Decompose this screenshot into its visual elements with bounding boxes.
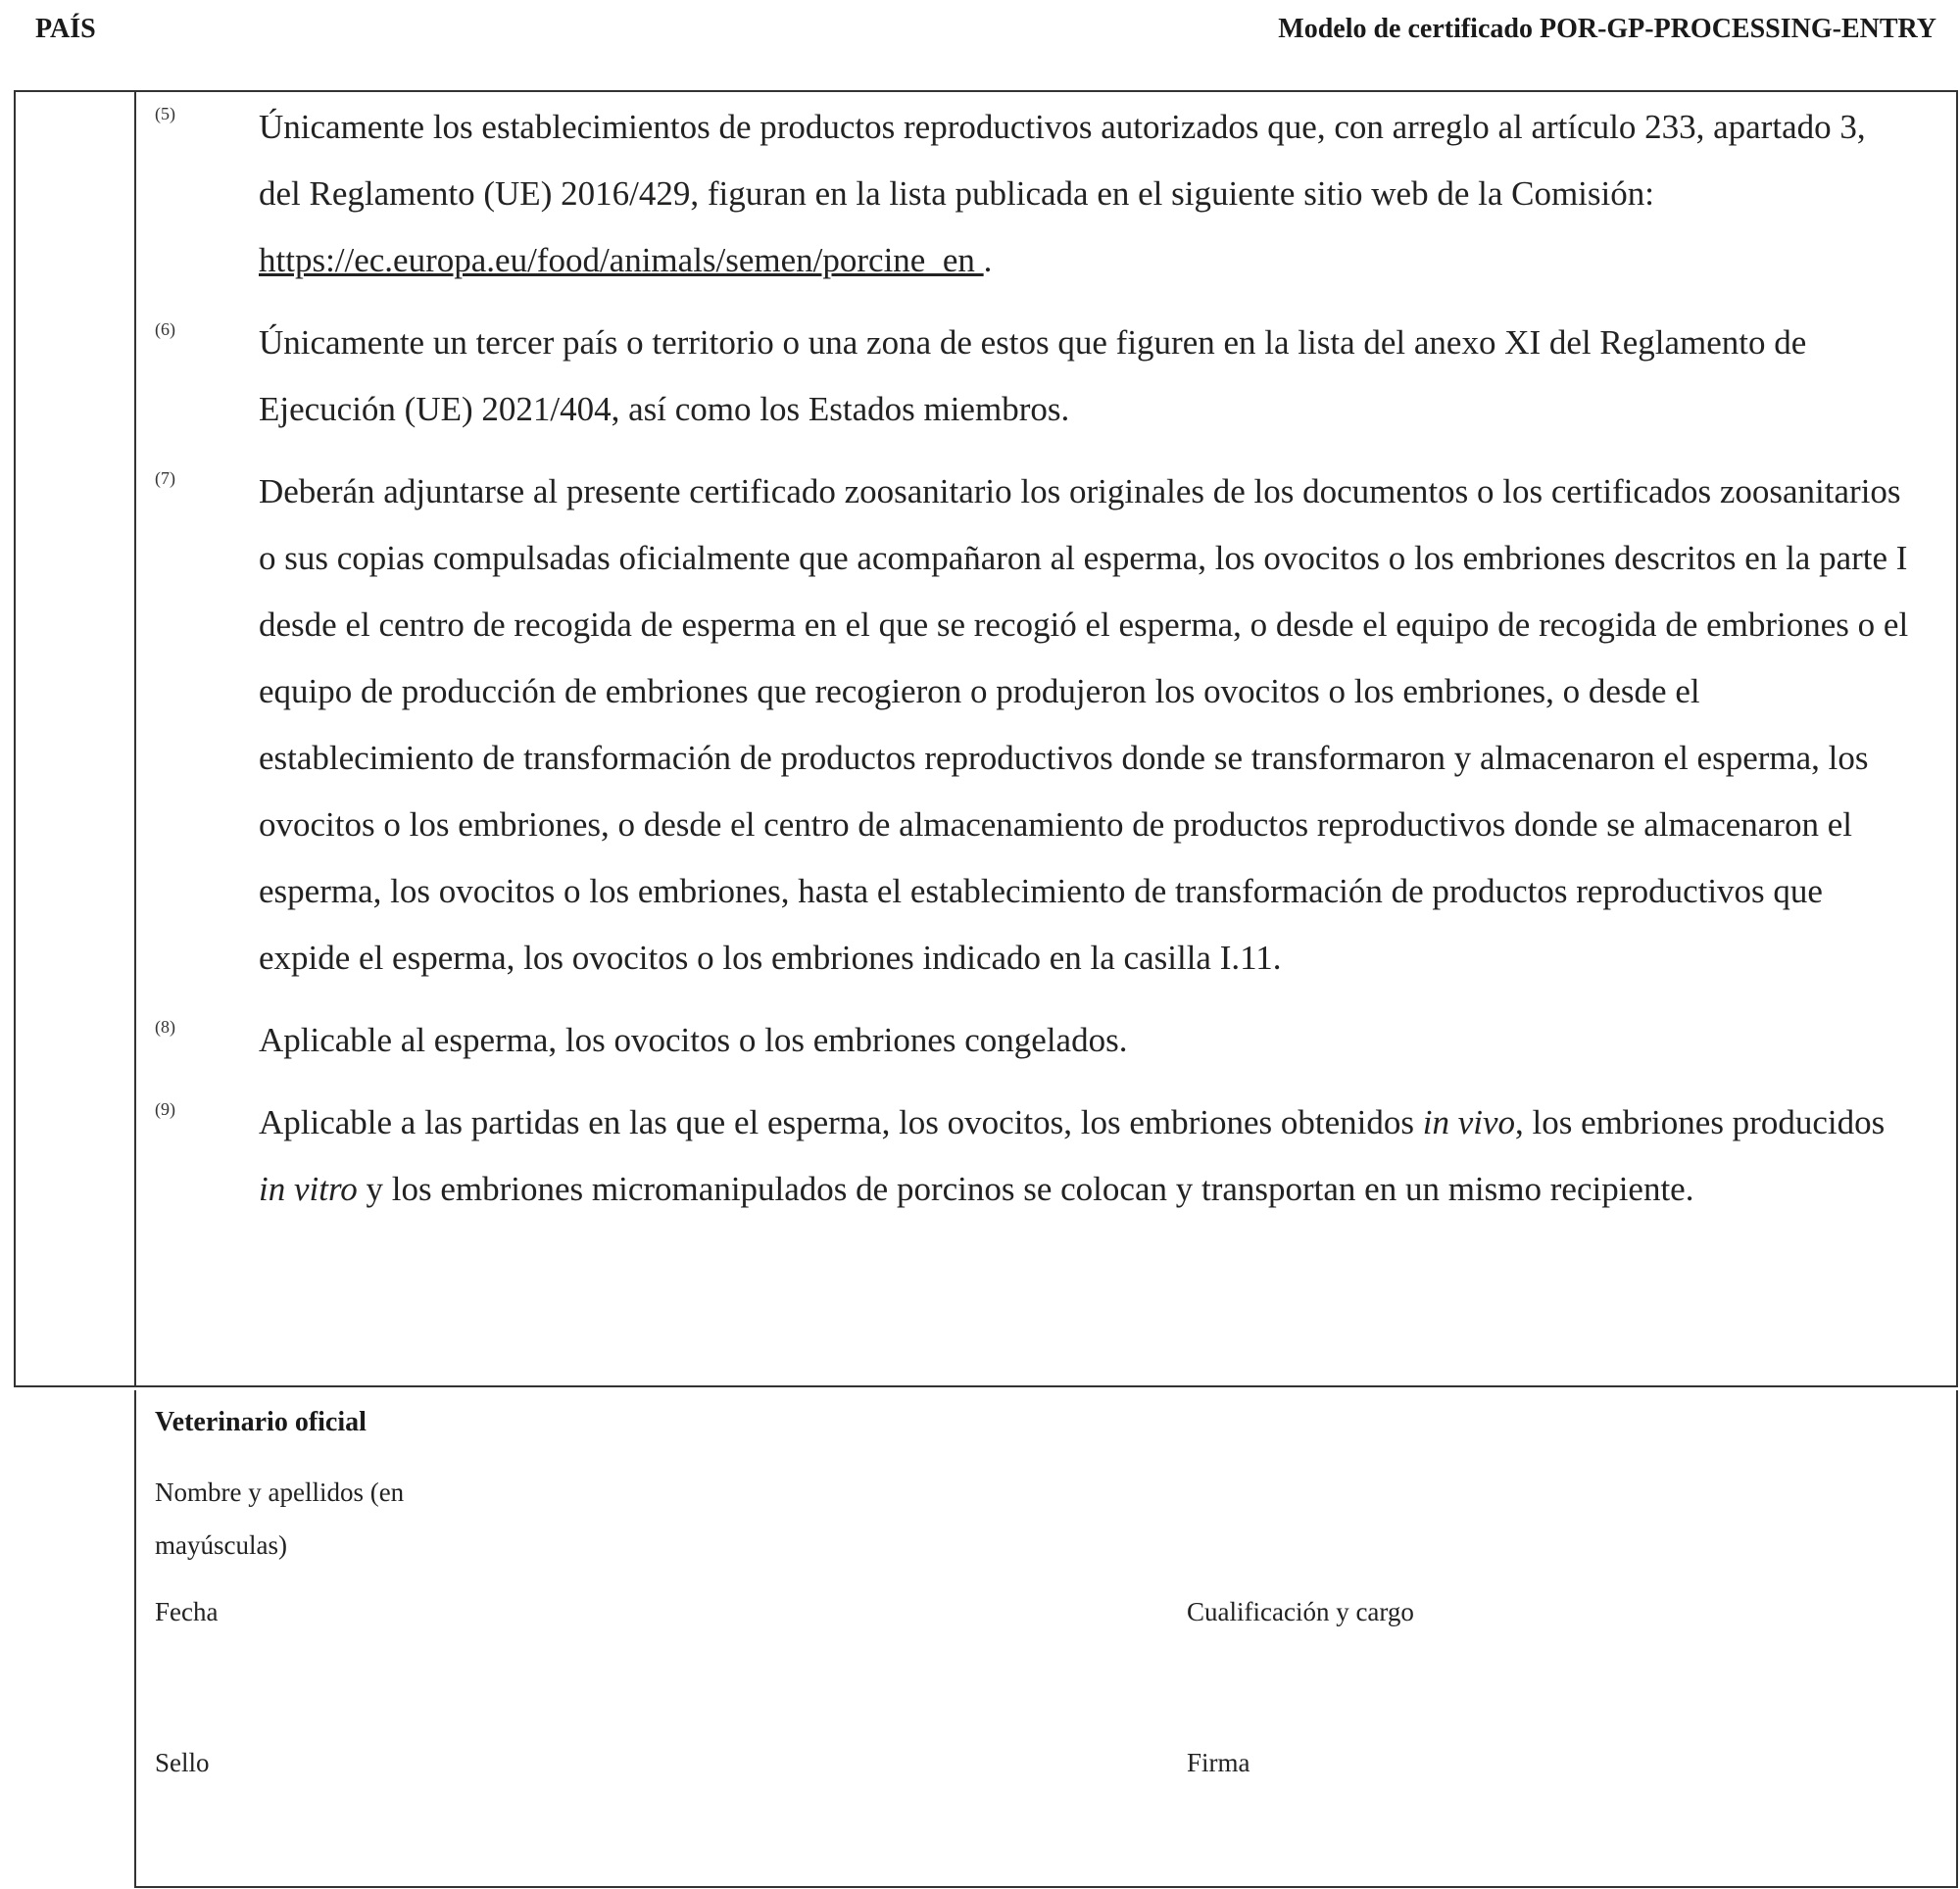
- footnote-text: Aplicable al esperma, los ovocitos o los embriones congelados.: [259, 1021, 1128, 1059]
- certificate-model-header: Modelo de certificado POR-GP-PROCESSING-ENTRY: [1278, 14, 1936, 44]
- country-header: PAÍS: [35, 14, 96, 44]
- footnote-text-part: , los embriones producidos: [1515, 1103, 1886, 1141]
- footnote-7: [137, 459, 1916, 992]
- date-label: Fecha: [155, 1597, 219, 1626]
- footnote-9: [137, 1090, 1916, 1223]
- stamp-label: Sello: [155, 1748, 210, 1777]
- commission-website-link[interactable]: https://ec.europa.eu/food/animals/semen/porcine_en: [259, 241, 984, 279]
- footnote-text-part: y los embriones micromanipulados de porcinos se colocan y transportan en un mismo recipiente.: [357, 1170, 1694, 1208]
- signature-label: Firma: [1187, 1748, 1250, 1777]
- name-label: Nombre y apellidos (en mayúsculas): [155, 1477, 405, 1560]
- footnote-number: (7): [155, 468, 175, 488]
- left-column-divider: [134, 90, 136, 1387]
- footnote-number: (9): [155, 1099, 175, 1119]
- footnote-text: [259, 94, 1916, 294]
- footnote-number: (5): [155, 104, 175, 123]
- footnote-number: (8): [155, 1017, 175, 1037]
- footnote-text: Deberán adjuntarse al presente certificado zoosanitario los originales de los documentos o los certificados zoosanitarios o sus copias compulsadas oficialmente que acompañaron al esperma, los ovocitos o los embriones descritos en la parte I desde el centro de recogida de esperma en el que se recogió el esperma, o desde el equipo de recogida de embriones o el equipo de producción de embriones que recogieron o produjeron los ovocitos o los embriones, o desde el establecimiento de transformación de productos reproductivos donde se transformaron y almacenaron el esperma, los ovocitos o los embriones, o desde el centro de almacenamiento de productos reproductivos donde se almacenaron el esperma, los ovocitos o los embriones, hasta el establecimiento de transformación de productos reproductivos que expide el esperma, los ovocitos o los embriones indicado en la casilla I.11.: [259, 472, 1909, 977]
- footnote-text-part: Únicamente los establecimientos de productos reproductivos autorizados que, con arreglo al artículo 233, apartado 3, del Reglamento (UE) 2016/429, figuran en la lista publicada en el siguiente sitio web de la Comisión:: [259, 108, 1866, 213]
- veterinarian-title: Veterinario oficial: [155, 1407, 367, 1437]
- footnote-text-part: Aplicable a las partidas en las que el esperma, los ovocitos, los embriones obtenidos: [259, 1103, 1423, 1141]
- footnote-6: [137, 310, 1916, 443]
- footnote-italic-term: in vitro: [259, 1170, 358, 1208]
- footnote-text: Únicamente un tercer país o territorio o una zona de estos que figuren en la lista del anexo XI del Reglamento de Ejecución (UE) 2021/404, así como los Estados miembros.: [259, 323, 1807, 428]
- footnote-5: [137, 94, 1916, 294]
- footnote-8: [137, 1007, 1916, 1074]
- footnote-number: (6): [155, 319, 175, 339]
- footnote-text: [259, 1090, 1916, 1223]
- footnotes-list: [137, 94, 1916, 1238]
- footnote-italic-term: in vivo: [1422, 1103, 1516, 1141]
- footnote-text-part: .: [983, 241, 993, 279]
- qualification-label: Cualificación y cargo: [1187, 1597, 1414, 1626]
